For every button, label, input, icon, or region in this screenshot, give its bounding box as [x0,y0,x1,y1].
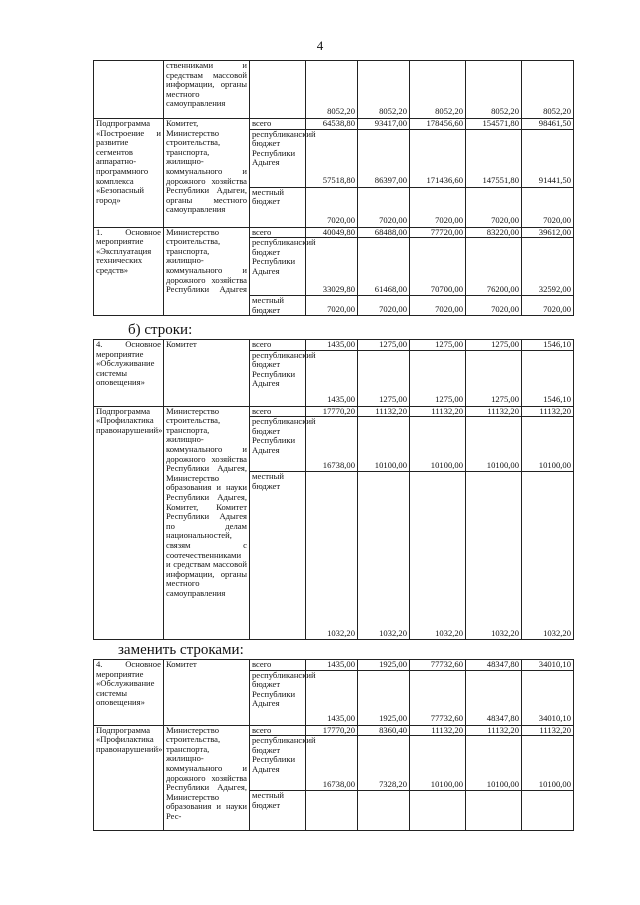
executor-cell: Комитет [164,340,250,407]
funding-source-cell: республиканский бюджет Республики Адыгея [250,238,306,296]
value-cell: 32592,00 [522,238,574,296]
value-cell: 8052,20 [410,61,466,119]
table-row [94,340,574,351]
table-row [94,725,574,736]
value-cell: 48347,80 [466,670,522,725]
executor-cell: Министерство строительства, транспорта, жилищно-коммунального и дорожного хозяйства Республики Адыгея, Министерство образования и науки Республики Адыгея, Комитет, Комитет Республики Адыгея по делам национальностей, связям с соотечественниками и средствам массовой информации, органы местного самоуправления [164,406,250,640]
value-cell: 16738,00 [306,417,358,472]
table-row [94,61,574,119]
value-cell: 61468,00 [358,238,410,296]
value-cell: 64538,80 [306,119,358,130]
funding-source-cell: местный бюджет [250,187,306,227]
value-cell: 10100,00 [522,417,574,472]
value-cell: 7020,00 [466,296,522,316]
program-name-cell: 1. Основное мероприятие «Эксплуатация технических средств» [94,227,164,316]
value-cell: 7020,00 [522,296,574,316]
value-cell: 7020,00 [306,187,358,227]
value-cell: 7020,00 [358,187,410,227]
value-cell: 1546,10 [522,340,574,351]
value-cell: 11132,20 [358,406,410,417]
table-row [94,660,574,671]
value-cell: 57518,80 [306,129,358,187]
value-cell: 8052,20 [522,61,574,119]
value-cell: 1032,20 [410,472,466,640]
funding-source-cell: всего [250,406,306,417]
value-cell: 7020,00 [410,187,466,227]
value-cell: 11132,20 [466,725,522,736]
executor-cell: Комитет, Министерство строительства, транспорта, жилищно-коммунального и дорожного хозяйства Республики Адыгеи, органы местного самоуправления [164,119,250,228]
value-cell: 8052,20 [306,61,358,119]
value-cell: 34010,10 [522,660,574,671]
value-cell: 1275,00 [410,340,466,351]
value-cell [358,791,410,831]
value-cell: 93417,00 [358,119,410,130]
value-cell: 1925,00 [358,670,410,725]
value-cell: 1032,20 [306,472,358,640]
value-cell: 178456,60 [410,119,466,130]
executor-cell: ственниками и средствам массовой информации, органы местного самоуправления [164,61,250,119]
funding-source-cell: республиканский бюджет Республики Адыгея [250,736,306,791]
funding-source-cell: республиканский бюджет Республики Адыгея [250,417,306,472]
value-cell: 154571,80 [466,119,522,130]
value-cell: 17770,20 [306,725,358,736]
value-cell: 11132,20 [410,725,466,736]
value-cell: 10100,00 [466,736,522,791]
funding-source-cell: местный бюджет [250,791,306,831]
value-cell: 40049,80 [306,227,358,238]
page-number: 4 [316,38,324,53]
table-row [94,227,574,238]
value-cell: 1275,00 [358,350,410,406]
value-cell: 1435,00 [306,340,358,351]
value-cell: 1925,00 [358,660,410,671]
value-cell: 11132,20 [522,725,574,736]
value-cell: 8360,40 [358,725,410,736]
value-cell: 1435,00 [306,670,358,725]
value-cell: 147551,80 [466,129,522,187]
funding-source-cell: всего [250,660,306,671]
funding-source-cell [250,61,306,119]
value-cell: 33029,80 [306,238,358,296]
program-name-cell: 4. Основное мероприятие «Обслуживание системы оповещения» [94,340,164,407]
value-cell: 1275,00 [358,340,410,351]
program-name-cell: Подпрограмма «Профилактика правонарушений» [94,725,164,831]
value-cell: 7020,00 [306,296,358,316]
value-cell: 7328,20 [358,736,410,791]
value-cell: 83220,00 [466,227,522,238]
value-cell: 1032,20 [522,472,574,640]
value-cell: 10100,00 [466,417,522,472]
program-name-cell: Подпрограмма «Построение и развитие сегментов аппаратно-программного комплекса «Безопасный город» [94,119,164,228]
value-cell: 10100,00 [410,417,466,472]
funding-source-cell: республиканский бюджет Республики Адыгея [250,129,306,187]
value-cell: 77732,60 [410,660,466,671]
value-cell [410,791,466,831]
value-cell: 8052,20 [466,61,522,119]
section-heading-lines: б) строки: [128,322,193,338]
value-cell: 11132,20 [522,406,574,417]
value-cell: 1275,00 [410,350,466,406]
table-row [94,119,574,130]
section-heading-replace: заменить строками: [118,642,244,658]
value-cell: 171436,60 [410,129,466,187]
executor-cell: Министерство строительства, транспорта, жилищно-коммунального и дорожного хозяйства Республики Адыгея [164,227,250,316]
value-cell: 7020,00 [466,187,522,227]
value-cell [306,791,358,831]
budget-table-new-rows [93,659,574,831]
value-cell: 77720,00 [410,227,466,238]
value-cell: 10100,00 [522,736,574,791]
value-cell: 10100,00 [358,417,410,472]
value-cell: 1546,10 [522,350,574,406]
funding-source-cell: местный бюджет [250,472,306,640]
program-name-cell: 4. Основное мероприятие «Обслуживание системы оповещения» [94,660,164,726]
value-cell: 1032,20 [466,472,522,640]
value-cell: 91441,50 [522,129,574,187]
value-cell: 1435,00 [306,660,358,671]
value-cell: 39612,00 [522,227,574,238]
value-cell: 11132,20 [410,406,466,417]
value-cell: 10100,00 [410,736,466,791]
funding-source-cell: всего [250,725,306,736]
value-cell: 77732,60 [410,670,466,725]
funding-source-cell: республиканский бюджет Республики Адыгея [250,670,306,725]
budget-table-continuation [93,60,574,316]
value-cell: 34010,10 [522,670,574,725]
funding-source-cell: всего [250,227,306,238]
executor-cell: Министерство строительства, транспорта, жилищно-коммунального и дорожного хозяйства Республики Адыгея, Министерство образования и науки Рес- [164,725,250,831]
value-cell: 17770,20 [306,406,358,417]
value-cell: 11132,20 [466,406,522,417]
value-cell [522,791,574,831]
value-cell: 76200,00 [466,238,522,296]
value-cell: 7020,00 [410,296,466,316]
value-cell: 1032,20 [358,472,410,640]
value-cell: 7020,00 [358,296,410,316]
value-cell: 16738,00 [306,736,358,791]
funding-source-cell: местный бюджет [250,296,306,316]
funding-source-cell: республиканский бюджет Республики Адыгея [250,350,306,406]
funding-source-cell: всего [250,340,306,351]
value-cell: 48347,80 [466,660,522,671]
value-cell: 70700,00 [410,238,466,296]
budget-table-original-rows [93,339,574,640]
program-name-cell: Подпрограмма «Профилактика правонарушений» [94,406,164,640]
table-row [94,406,574,417]
value-cell: 98461,50 [522,119,574,130]
value-cell: 8052,20 [358,61,410,119]
value-cell: 68488,00 [358,227,410,238]
program-name-cell [94,61,164,119]
value-cell: 86397,00 [358,129,410,187]
value-cell: 1275,00 [466,340,522,351]
funding-source-cell: всего [250,119,306,130]
value-cell [466,791,522,831]
value-cell: 1435,00 [306,350,358,406]
value-cell: 7020,00 [522,187,574,227]
value-cell: 1275,00 [466,350,522,406]
executor-cell: Комитет [164,660,250,726]
